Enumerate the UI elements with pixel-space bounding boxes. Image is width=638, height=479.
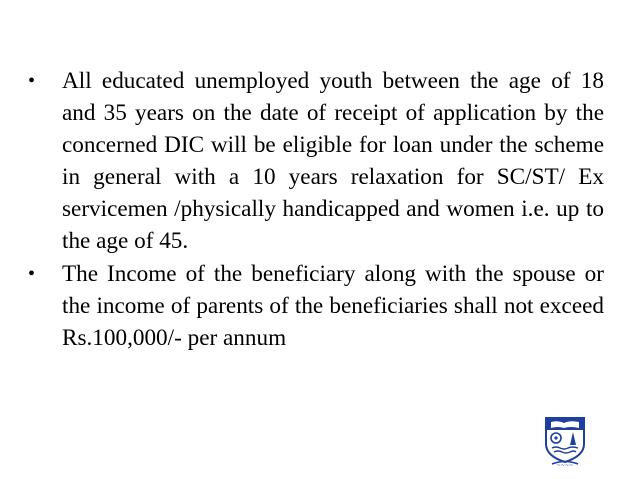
logo-gear-left-hub — [554, 436, 557, 439]
bullet-item-income — [28, 259, 604, 355]
emblem-logo-icon — [538, 412, 592, 468]
bullet-item-eligibility — [28, 66, 604, 257]
logo-script-mark: ~~~~ — [556, 463, 574, 468]
bullet-text-eligibility: All educated unemployed youth between the age of 18 and 35 years on the date of receipt of application by the concerned DIC will be eligible for loan under the scheme in general with a 10 years relaxation for SC/ST/ Ex servicemen /physically handicapped and women i.e. up to the age of 45. — [62, 68, 604, 254]
bullet-text-income: The Income of the beneficiary along with the spouse or the income of parents of the beneficiaries shall not exceed Rs.100,000/- per annum — [62, 261, 604, 352]
bullet-list — [28, 66, 604, 357]
bullet-marker: • — [28, 263, 36, 286]
bullet-marker: • — [28, 70, 36, 92]
